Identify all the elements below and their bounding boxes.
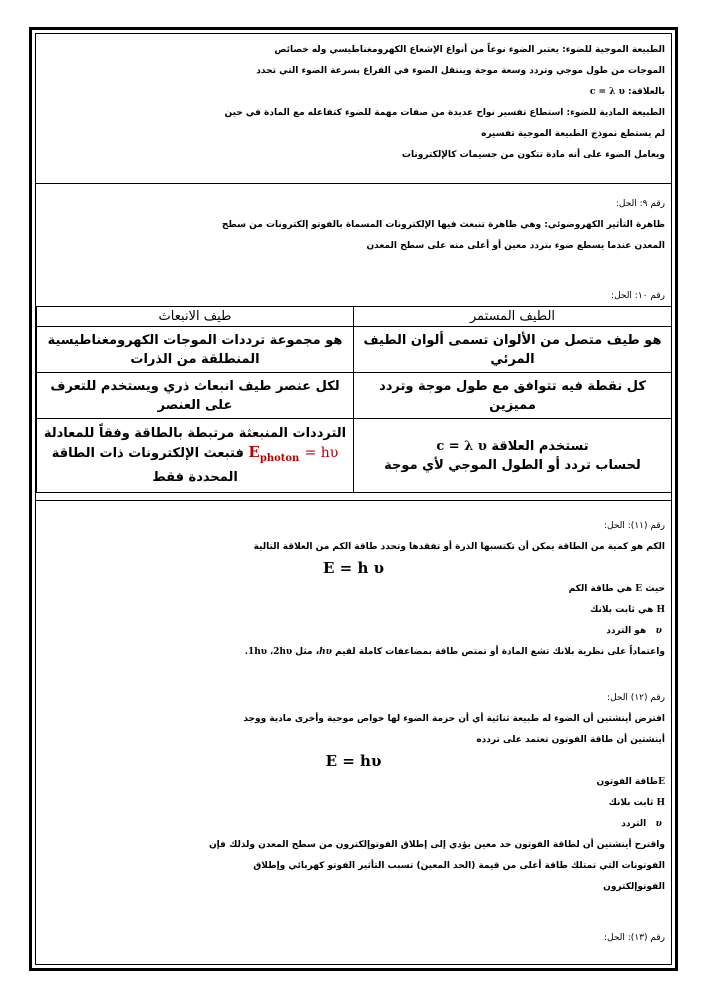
text-line: الكم هو كمية من الطاقة يمكن أن تكتسبها الذرة أو تفقدها وتحدد طاقة الكم من العلاقة التالية — [253, 542, 665, 552]
hv-multiples: 1hυ ،2hυ. — [244, 647, 293, 657]
answer-heading: رقم ٩: الحل: — [615, 199, 665, 209]
text-line: الطبيعة الموجية للضوء: يعتبر الضوء نوعاً من أنواع الإشعاع الكهرومغناطيسي وله خصائص — [274, 45, 665, 55]
definition-line — [36, 793, 671, 814]
text-segment: واعتماداً على نظرية بلانك تشع المادة أو تمتص طاقة بمضاعفات كاملة لقيم — [335, 647, 665, 657]
text-line: أينشتين أن طاقة الفوتون تعتمد على تردده — [476, 735, 665, 745]
section-divider — [36, 183, 671, 184]
cell-text: الترددات المنبعثة مرتبطة بالطاقة وفقاً للمعادلة — [43, 426, 347, 441]
relation-label: بالعلاقة: — [627, 87, 665, 97]
text-line — [36, 642, 671, 663]
answer-heading: رقم (١٢) الحل: — [607, 693, 665, 703]
text-line: الفوتونات التي تمتلك طاقة أعلى من قيمة (الحد المعين) تسبب التأثير الفوتو كهربائي وإطلاق — [253, 861, 665, 871]
spectrum-section-heading — [36, 286, 671, 307]
definition-text: هي طاقة الكم — [568, 584, 633, 594]
table-cell: هو مجموعة ترددات الموجات الكهرومغناطيسية المنطلقة من الذرات — [37, 327, 354, 373]
definition-text: طاقة الفوتون — [596, 777, 659, 787]
cell-text: فتبعث الإلكترونات ذات الطاقة — [51, 446, 244, 461]
einstein-section — [36, 688, 671, 898]
text-line: ويعامل الضوء على أنه مادة تتكون من جسيمات كالإلكترونات — [401, 150, 665, 160]
definition-line — [36, 772, 671, 793]
relation-equation: c = λ υ — [589, 87, 625, 97]
definition-line — [36, 600, 671, 621]
answer-heading: رقم (١١): الحل: — [604, 521, 665, 531]
relation-line — [36, 82, 671, 103]
section-divider — [36, 500, 671, 501]
spectrum-comparison-table — [36, 306, 672, 493]
definition-text: هو التردد — [606, 626, 647, 636]
table-cell: لكل عنصر طيف انبعاث ذري ويستخدم للتعرف على العنصر — [37, 373, 354, 419]
symbol: υ — [655, 819, 662, 829]
photon-hv: = hυ — [304, 445, 339, 461]
text-line: الموجات من طول موجي وتردد وسعة موجة وينتقل الضوء في الفراغ بسرعة الضوء التي تحدد — [256, 66, 665, 76]
text-line: الفوتوإلكترون — [603, 882, 665, 892]
definition-line — [36, 814, 671, 835]
definition-prefix: حيث — [645, 584, 665, 594]
photon-energy-equation — [248, 443, 339, 464]
question-13-section — [36, 928, 671, 949]
document-page — [36, 34, 671, 964]
column-header-continuous: الطيف المستمر — [354, 307, 672, 327]
definition-text: التردد — [621, 819, 647, 829]
quantum-section — [36, 516, 671, 663]
table-cell — [37, 419, 354, 493]
definition-text: هي ثابت بلانك — [590, 605, 654, 615]
table-cell — [354, 419, 672, 493]
definition-line — [36, 621, 671, 642]
photon-energy-relation: E = hυ — [325, 752, 382, 770]
table-cell: كل نقطة فيه تتوافق مع طول موجة وتردد مميزين — [354, 373, 672, 419]
quantum-equation: E = h υ — [323, 559, 384, 577]
symbol: E — [658, 777, 665, 787]
symbol: H — [656, 798, 665, 808]
text-line: الطبيعة المادية للضوء: استطاع تفسير نواح عديدة من صفات مهمة للضوء كتفاعله مع المادة في حين — [224, 108, 665, 118]
cell-text: المحددة فقط — [152, 470, 238, 485]
relation-equation: c = λ υ — [436, 438, 487, 454]
symbol: υ — [655, 626, 662, 636]
table-cell: هو طيف متصل من الألوان تسمى ألوان الطيف المرئي — [354, 327, 672, 373]
relation-label: تستخدم العلاقة — [491, 438, 589, 454]
answer-heading: رقم ١٠: الحل: — [611, 291, 665, 301]
definition-line — [36, 579, 671, 600]
photoelectric-section — [36, 194, 671, 257]
photon-subscript: photon — [259, 453, 300, 464]
cell-text: لحساب تردد أو الطول الموجي لأي موجة — [384, 457, 641, 473]
hv-symbol: hυ — [319, 647, 332, 657]
light-nature-section — [36, 40, 671, 166]
text-line: افترض أينشتين أن الضوء له طبيعة ثنائية أي أن حزمة الضوء لها خواص موجية وأخرى مادية ووجد — [243, 714, 665, 724]
photon-energy-symbol: E — [248, 443, 260, 461]
text-line: لم يستطع نموذج الطبيعة الموجية تفسيره — [481, 129, 665, 139]
definition-text: ثابت بلانك — [608, 798, 654, 808]
text-line: ظاهرة التأثير الكهروضوئي: وهي ظاهرة تنبعث فيها الإلكترونات المسماة بالفوتو إلكترونات من سطح — [221, 220, 665, 230]
text-line: المعدن عندما يسطع ضوء بتردد معين أو أعلى منه على سطح المعدن — [366, 241, 665, 251]
column-header-emission: طيف الانبعاث — [37, 307, 354, 327]
answer-heading: رقم (١٣): الحل: — [604, 933, 665, 943]
text-segment: ، مثل — [295, 647, 320, 657]
text-line: واقترح أينشتين أن لطاقة الفوتون حد معين يؤدي إلى إطلاق الفوتوإلكترون من سطح المعدن ولذلك فإن — [209, 840, 665, 850]
symbol: H — [656, 605, 665, 615]
symbol: E — [635, 584, 643, 594]
